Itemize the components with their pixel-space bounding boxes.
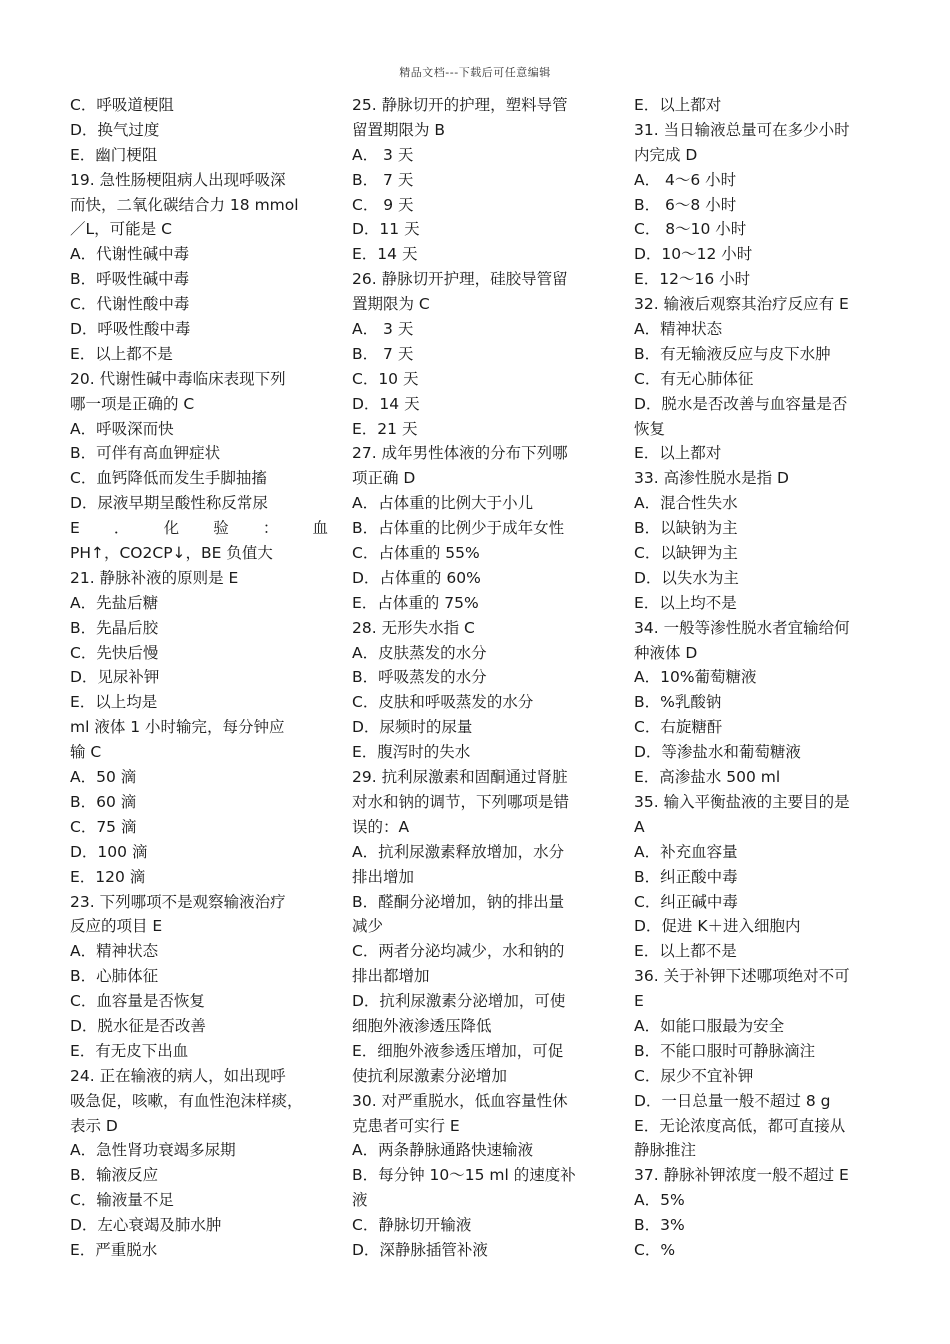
text-line: D．一日总量一般不超过 8 g: [634, 1091, 831, 1110]
text-line: B．以缺钠为主: [634, 519, 738, 538]
text-line: D．以失水为主: [634, 568, 739, 587]
text-line: D．尿液早期呈酸性称反常尿: [70, 494, 268, 513]
text-line: 静脉推注: [634, 1141, 697, 1160]
text-line: E．高渗盐水 500 ml: [634, 768, 781, 787]
text-line: B．纠正酸中毒: [634, 867, 738, 886]
text-line: C．呼吸道梗阻: [70, 96, 174, 114]
text-line: 对水和钠的调节，下列哪项是错: [352, 792, 570, 811]
text-line: 排出增加: [352, 867, 415, 886]
column-left: [70, 93, 328, 1263]
column-middle: [352, 93, 610, 1263]
text-line: D．10～12 小时: [634, 245, 753, 264]
text-line: A． 3 天: [352, 145, 414, 164]
text-line: C．%: [634, 1240, 676, 1259]
text-line: D．抗利尿激素分泌增加，可使: [352, 992, 566, 1011]
text-line: [70, 516, 328, 541]
text-line: 哪一项是正确的 C: [70, 394, 195, 413]
text-line: E．以上均不是: [634, 593, 737, 612]
text-line: E: [634, 992, 644, 1011]
text-line: 33. 高渗性脱水是指 D: [634, 469, 789, 488]
text-line: D．呼吸性酸中毒: [70, 320, 191, 339]
text-line: C． 9 天: [352, 195, 414, 214]
text-line: D．脱水是否改善与血容量是否: [634, 394, 848, 413]
text-line: D．促进 K＋进入细胞内: [634, 917, 801, 936]
text-line: B． 6～8 小时: [634, 195, 737, 214]
text-line: C．两者分泌均减少，水和钠的: [352, 942, 565, 961]
text-line: D．见尿补钾: [70, 668, 160, 687]
text-line: 23. 下列哪项不是观察输液治疗: [70, 892, 286, 911]
text-line: A． 4～6 小时: [634, 170, 737, 189]
text-line: 吸急促，咳嗽，有血性泡沫样痰，: [70, 1091, 303, 1110]
text-line: B．心肺体征: [70, 967, 159, 986]
text-line: 35. 输入平衡盐液的主要目的是: [634, 792, 850, 811]
justified-glyph: 验: [213, 519, 229, 538]
text-line: 37. 静脉补钾浓度一般不超过 E: [634, 1166, 849, 1185]
justified-glyph: ．: [113, 519, 130, 538]
text-line: B．不能口服时可静脉滴注: [634, 1041, 816, 1060]
text-line: A． 3 天: [352, 320, 414, 339]
text-line: B．可伴有高血钾症状: [70, 444, 221, 463]
text-line: B．有无输液反应与皮下水肿: [634, 344, 831, 363]
text-line: B．醛酮分泌增加，钠的排出量: [352, 892, 565, 911]
text-line: D．14 天: [352, 394, 420, 413]
page-header: 精品文档---下载后可任意编辑: [399, 66, 551, 79]
text-line: 24. 正在输液的病人，如出现呼: [70, 1066, 286, 1085]
text-line: 25. 静脉切开的护理，塑料导管: [352, 96, 568, 114]
text-line: 26. 静脉切开护理，硅胶导管留: [352, 270, 568, 289]
text-line: E．以上均是: [70, 693, 158, 712]
text-line: E．以上都对: [634, 96, 722, 114]
text-line: A．10%葡萄糖液: [634, 668, 757, 687]
text-line: 内完成 D: [634, 145, 698, 164]
column-right: [634, 93, 892, 1263]
text-line: 36. 关于补钾下述哪项绝对不可: [634, 967, 850, 986]
text-line: D．11 天: [352, 220, 420, 239]
text-line: E．占体重的 75%: [352, 593, 479, 612]
text-line: E．以上都不是: [634, 942, 737, 961]
text-line: C．75 滴: [70, 817, 137, 836]
text-line: 使抗利尿激素分泌增加: [352, 1066, 508, 1085]
text-line: 液: [352, 1191, 368, 1210]
text-line: E．以上都对: [634, 444, 722, 463]
text-line: E．严重脱水: [70, 1240, 158, 1259]
text-line: 30. 对严重脱水，低血容量性休: [352, 1091, 568, 1110]
text-line: A．5%: [634, 1191, 685, 1210]
text-line: D．占体重的 60%: [352, 568, 481, 587]
text-line: A．精神状态: [634, 320, 723, 339]
text-line: B．先晶后胶: [70, 618, 159, 637]
text-line: C．纠正碱中毒: [634, 892, 738, 911]
text-line: B．输液反应: [70, 1166, 159, 1185]
justified-glyph: E: [70, 519, 80, 538]
justified-glyph: 化: [163, 519, 180, 538]
text-line: D．深静脉插管补液: [352, 1240, 488, 1259]
text-line: 表示 D: [70, 1116, 118, 1135]
text-line: E．无论浓度高低，都可直接从: [634, 1116, 846, 1135]
text-line: 误的：A: [352, 817, 410, 836]
text-line: 31. 当日输液总量可在多少小时: [634, 120, 850, 139]
text-line: A．补充血容量: [634, 842, 738, 861]
text-line: C．血容量是否恢复: [70, 992, 205, 1011]
text-line: B． 7 天: [352, 170, 414, 189]
text-line: 27. 成年男性体液的分布下列哪: [352, 444, 568, 463]
text-line: A: [634, 817, 645, 836]
text-line: D．尿频时的尿量: [352, 718, 473, 737]
text-line: 置期限为 C: [352, 295, 430, 314]
text-line: A．混合性失水: [634, 494, 738, 513]
text-line: A．占体重的比例大于小儿: [352, 494, 534, 513]
text-line: A．皮肤蒸发的水分: [352, 643, 487, 662]
text-line: E．细胞外液参透压增加，可促: [352, 1041, 564, 1060]
text-line: B．%乳酸钠: [634, 693, 722, 712]
justified-glyph: 血: [312, 519, 328, 538]
text-line: 19. 急性肠梗阻病人出现呼吸深: [70, 170, 286, 189]
text-line: E．以上都不是: [70, 344, 173, 363]
text-line: E．12～16 小时: [634, 270, 751, 289]
text-line: C．10 天: [352, 369, 419, 388]
text-line: 排出都增加: [352, 967, 430, 986]
text-line: A．代谢性碱中毒: [70, 245, 190, 264]
text-line: B．60 滴: [70, 792, 137, 811]
text-line: A．急性肾功衰竭多尿期: [70, 1141, 236, 1160]
text-line: D．脱水征是否改善: [70, 1016, 206, 1035]
text-line: C．输液量不足: [70, 1191, 174, 1210]
text-line: PH↑，CO2CP↓，BE 负值大: [70, 544, 273, 563]
text-line: 28. 无形失水指 C: [352, 618, 475, 637]
text-line: A．两条静脉通路快速输液: [352, 1141, 534, 1160]
text-line: E．腹泻时的失水: [352, 743, 471, 762]
text-line: E．有无皮下出血: [70, 1041, 189, 1060]
text-line: D．等渗盐水和葡萄糖液: [634, 743, 801, 762]
text-line: E．120 滴: [70, 867, 146, 886]
text-line: D．换气过度: [70, 120, 160, 139]
text-line: C．皮肤和呼吸蒸发的水分: [352, 693, 534, 712]
text-line: C．代谢性酸中毒: [70, 295, 190, 314]
text-line: B． 7 天: [352, 344, 414, 363]
text-line: E．21 天: [352, 419, 418, 438]
text-line: C．以缺钾为主: [634, 544, 738, 563]
text-line: C．右旋糖酐: [634, 718, 723, 737]
text-line: 细胞外液渗透压降低: [352, 1016, 492, 1035]
text-line: 减少: [352, 917, 384, 936]
text-line: D．100 滴: [70, 842, 148, 861]
text-line: A．如能口服最为安全: [634, 1016, 785, 1035]
text-line: A．呼吸深而快: [70, 419, 174, 438]
text-line: E．幽门梗阻: [70, 145, 158, 164]
text-line: 克患者可实行 E: [352, 1116, 460, 1135]
text-line: A．精神状态: [70, 942, 159, 961]
text-line: C．静脉切开输液: [352, 1216, 472, 1235]
text-line: 种液体 D: [634, 643, 698, 662]
text-line: C． 8～10 小时: [634, 220, 747, 239]
text-line: 34. 一般等渗性脱水者宜输给何: [634, 618, 850, 637]
justified-glyph: ：: [262, 519, 279, 538]
text-line: A．50 滴: [70, 768, 137, 787]
text-line: B．每分钟 10～15 ml 的速度补: [352, 1166, 576, 1185]
text-line: C．血钙降低而发生手脚抽搐: [70, 469, 267, 488]
text-line: 29. 抗利尿激素和固酮通过肾脏: [352, 768, 568, 787]
text-line: C．有无心肺体征: [634, 369, 754, 388]
text-line: 20. 代谢性碱中毒临床表现下列: [70, 369, 286, 388]
text-line: B．3%: [634, 1216, 685, 1235]
text-line: B．呼吸性碱中毒: [70, 270, 190, 289]
text-line: 21. 静脉补液的原则是 E: [70, 568, 239, 587]
text-line: D．左心衰竭及肺水肿: [70, 1216, 222, 1235]
text-line: 反应的项目 E: [70, 917, 163, 936]
text-line: 项正确 D: [352, 469, 416, 488]
text-line: B．占体重的比例少于成年女性: [352, 519, 565, 538]
text-line: A．抗利尿激素释放增加，水分: [352, 842, 565, 861]
text-line: 恢复: [634, 419, 666, 438]
text-line: 32. 输液后观察其治疗反应有 E: [634, 295, 849, 314]
text-line: C．尿少不宜补钾: [634, 1066, 754, 1085]
text-line: A．先盐后糖: [70, 593, 159, 612]
text-line: 输 C: [70, 743, 102, 762]
text-line: B．呼吸蒸发的水分: [352, 668, 487, 687]
text-line: ml 液体 1 小时输完，每分钟应: [70, 718, 285, 737]
text-line: C．占体重的 55%: [352, 544, 480, 563]
text-line: C．先快后慢: [70, 643, 159, 662]
text-line: ／L，可能是 C: [70, 220, 172, 239]
text-line: E．14 天: [352, 245, 418, 264]
text-line: 而快，二氧化碳结合力 18 mmol: [70, 195, 299, 214]
text-line: 留置期限为 B: [352, 120, 446, 139]
